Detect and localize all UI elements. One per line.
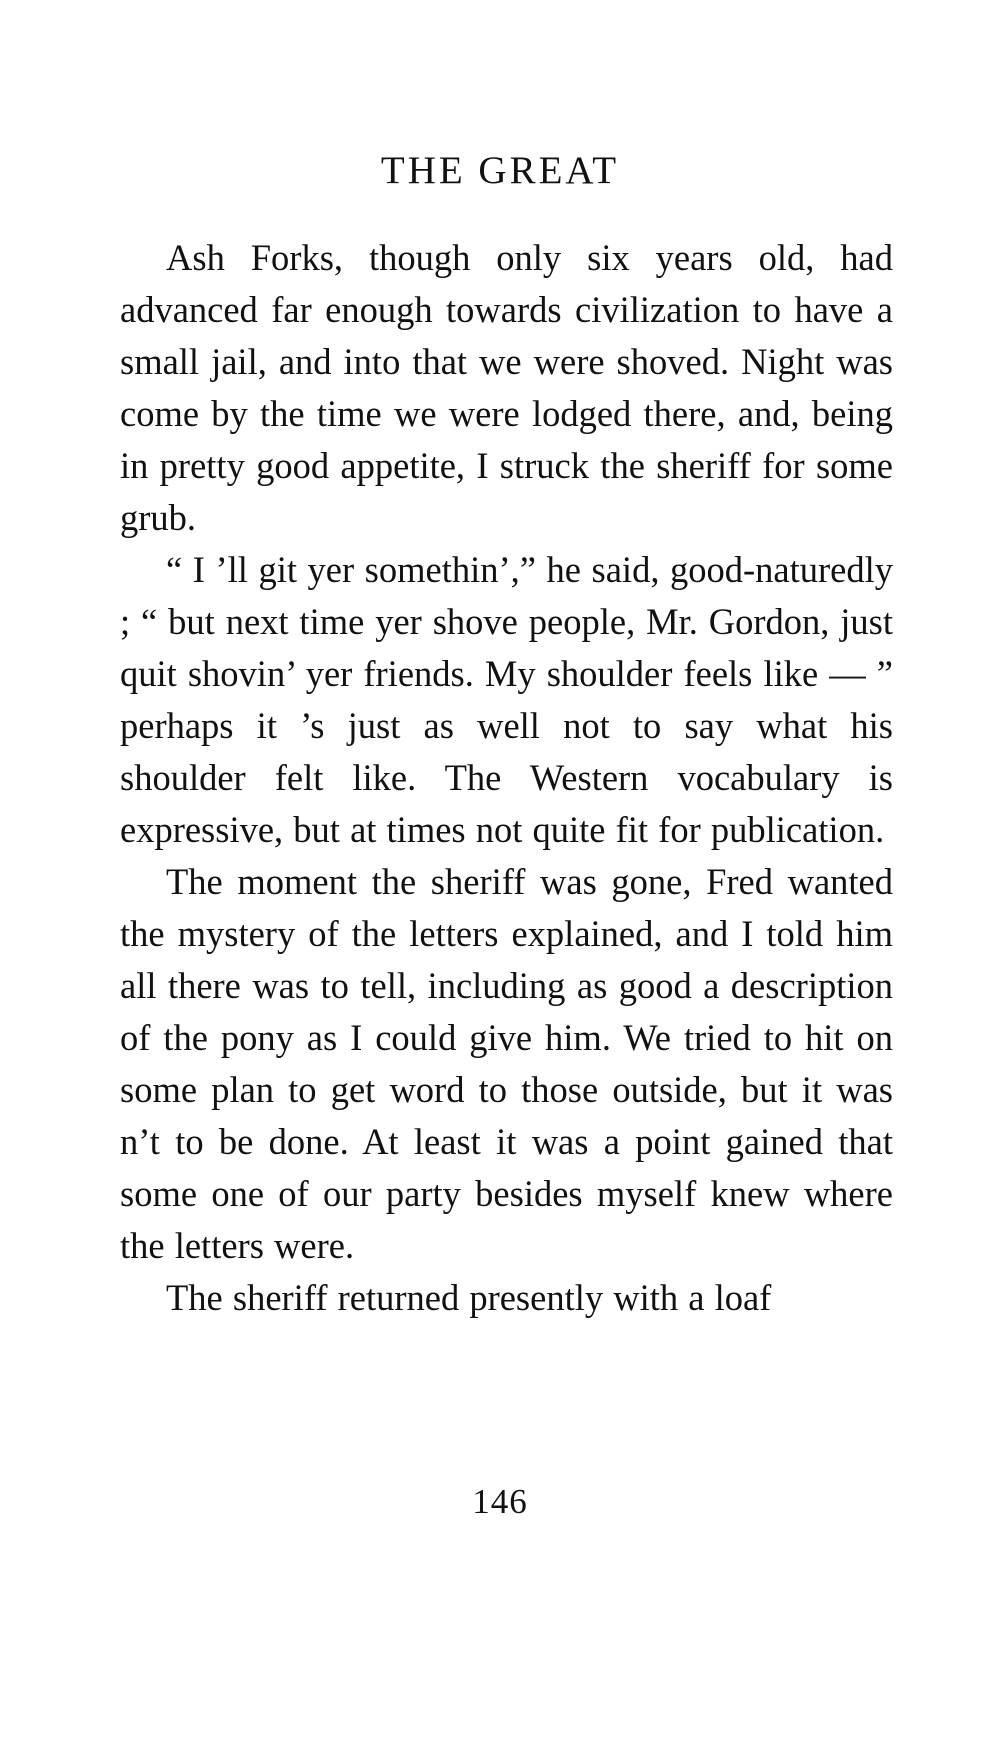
- running-head: THE GREAT: [380, 149, 620, 192]
- paragraph: The moment the sheriff was gone, Fred wanted the mystery of the letters explained, and I told him all there was to tell, including as good a description of the pony as I could give him. We tried to hit on some plan to get word to those outside, but it was n’t to be done. At least it was a point gained that some one of our party besides myself knew where the letters were.: [120, 861, 893, 1266]
- paragraph: Ash Forks, though only six years old, had advanced far enough towards civilization to have a small jail, and into that we were shoved. Night was come by the time we were lodged there, and, being in pretty good appetite, I struck the sheriff for some grub.: [120, 237, 893, 538]
- paragraph: The sheriff returned presently with a loaf: [166, 1277, 772, 1318]
- body-text: [120, 232, 893, 1324]
- page-number: 146: [472, 1482, 528, 1521]
- paragraph: “ I ’ll git yer somethin’,” he said, good-naturedly ; “ but next time yer shove people, Mr. Gordon, just quit shovin’ yer friends. My shoulder feels like — ” perhaps it ’s just as well not to say what his shoulder felt like. The Western vocabulary is expressive, but at times not quite fit for publication.: [120, 549, 893, 850]
